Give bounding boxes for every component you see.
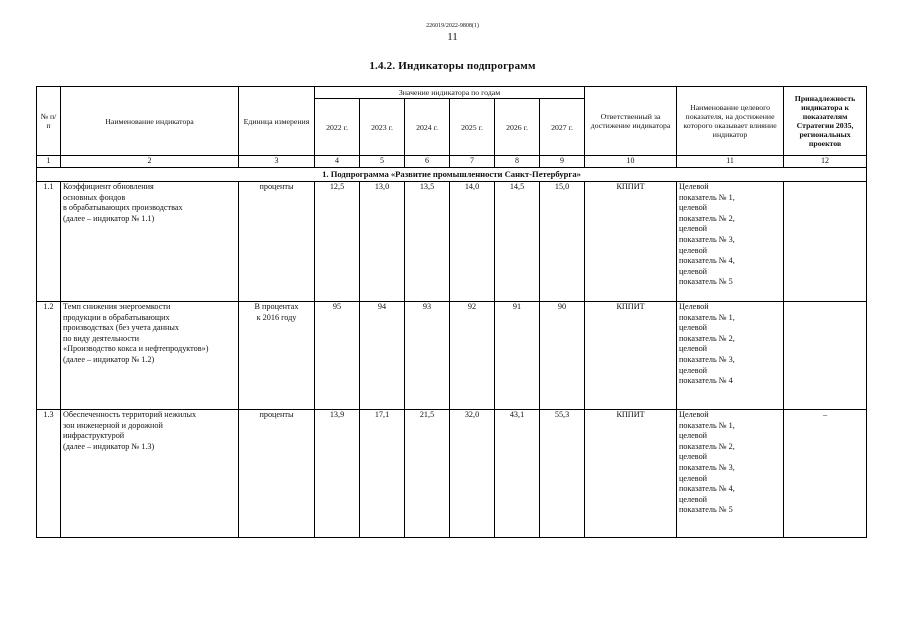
section-title: 1. Подпрограмма «Развитие промышленности Санкт-Петербурга» <box>37 168 867 182</box>
row-target-line: целевой <box>679 266 708 276</box>
row-target-line: показатель № 2, <box>679 333 735 343</box>
header-year: 2025 г. <box>450 99 495 156</box>
row-name-line: по виду деятельности <box>63 333 139 343</box>
row-target-line: показатель № 4, <box>679 256 735 266</box>
column-number-row <box>37 156 867 168</box>
row-num: 1.2 <box>37 302 61 410</box>
page-title: 1.4.2. Индикаторы подпрограмм <box>369 60 536 72</box>
row-name <box>61 410 239 538</box>
table-row <box>37 302 867 410</box>
row-target-line: целевой <box>679 203 708 213</box>
row-belonging <box>784 302 867 410</box>
row-target <box>677 182 784 302</box>
header-name: Наименование индикатора <box>61 87 239 156</box>
row-name-line: Обеспеченность территорий нежилых <box>63 410 197 419</box>
row-target-line: целевой <box>679 323 708 333</box>
row-name-line: инфраструктурой <box>63 431 125 441</box>
header-num: № п/п <box>37 87 61 156</box>
table-row <box>37 410 867 538</box>
row-target-line: целевой <box>679 452 708 462</box>
row-target-line: показатель № 1, <box>679 420 735 430</box>
row-target-line: целевой <box>679 365 708 375</box>
row-belonging <box>784 182 867 302</box>
row-value: 32,0 <box>450 410 495 538</box>
row-target-line: целевой <box>679 344 708 354</box>
page-number: 11 <box>447 31 458 43</box>
header-unit: Единица измерения <box>239 87 315 156</box>
column-number: 8 <box>495 156 540 168</box>
row-target-line: Целевой <box>679 410 709 419</box>
row-name-line: (далее – индикатор № 1.2) <box>63 354 155 364</box>
header-belonging-text: Принадлежность индикатора к показателям Стратегии 2035, региональных <box>794 94 856 139</box>
row-value: 14,0 <box>450 182 495 302</box>
row-value: 13,5 <box>405 182 450 302</box>
row-target-line: показатель № 3, <box>679 462 735 472</box>
row-value: 21,5 <box>405 410 450 538</box>
row-name-line: основных фондов <box>63 192 126 202</box>
row-unit <box>239 410 315 538</box>
header-year: 2026 г. <box>495 99 540 156</box>
column-number: 11 <box>677 156 784 168</box>
row-responsible: КППИТ <box>585 182 677 302</box>
column-number: 12 <box>784 156 867 168</box>
row-responsible: КППИТ <box>585 410 677 538</box>
row-target-line: показатель № 2, <box>679 213 735 223</box>
column-number: 7 <box>450 156 495 168</box>
row-unit-line: В процентах <box>254 302 299 311</box>
row-value: 15,0 <box>540 182 585 302</box>
row-responsible: КППИТ <box>585 302 677 410</box>
row-value: 13,9 <box>315 410 360 538</box>
row-name-line: (далее – индикатор № 1.3) <box>63 441 155 451</box>
row-target-line: целевой <box>679 431 708 441</box>
row-value: 43,1 <box>495 410 540 538</box>
row-value: 55,3 <box>540 410 585 538</box>
column-number: 2 <box>61 156 239 168</box>
table-row <box>37 182 867 302</box>
row-unit-line: проценты <box>259 182 294 191</box>
row-target-line: показатель № 1, <box>679 192 735 202</box>
row-value: 95 <box>315 302 360 410</box>
row-name-line: Коэффициент обновления <box>63 182 154 191</box>
header-belonging-projects: проектов <box>808 139 842 148</box>
row-name-line: зон инженерной и дорожной <box>63 420 163 430</box>
row-name-line: «Производство кокса и нефтепродуктов») <box>63 344 209 354</box>
column-number: 3 <box>239 156 315 168</box>
column-number: 9 <box>540 156 585 168</box>
row-name-line: продукции в обрабатывающих <box>63 312 170 322</box>
row-name-line: в обрабатывающих производствах <box>63 203 183 213</box>
column-number: 4 <box>315 156 360 168</box>
row-value: 13,0 <box>360 182 405 302</box>
row-value: 93 <box>405 302 450 410</box>
row-value: 90 <box>540 302 585 410</box>
row-target <box>677 302 784 410</box>
row-target-line: Целевой <box>679 182 709 191</box>
document-number: 226019/2022-9808(1) <box>426 23 479 29</box>
row-unit <box>239 182 315 302</box>
indicators-table <box>36 86 867 538</box>
row-name <box>61 182 239 302</box>
header-target: Наименование целевого показателя, на достижение которого оказывает влияние индикатор <box>677 87 784 156</box>
row-target-line: Целевой <box>679 302 709 311</box>
row-name <box>61 302 239 410</box>
row-target-line: показатель № 5 <box>679 277 733 287</box>
header-responsible: Ответственный за достижение индикатора <box>585 87 677 156</box>
row-target-line: целевой <box>679 473 708 483</box>
row-value: 17,1 <box>360 410 405 538</box>
row-name-line: (далее – индикатор № 1.1) <box>63 213 155 223</box>
row-value: 12,5 <box>315 182 360 302</box>
row-unit-line: к 2016 году <box>256 312 297 322</box>
row-value: 92 <box>450 302 495 410</box>
row-target-line: показатель № 1, <box>679 312 735 322</box>
column-number: 1 <box>37 156 61 168</box>
row-name-line: Темп снижения энергоемкости <box>63 302 171 311</box>
row-num: 1.1 <box>37 182 61 302</box>
section-row <box>37 168 867 182</box>
row-target-line: показатель № 3, <box>679 354 735 364</box>
header-year: 2022 г. <box>315 99 360 156</box>
row-target-line: показатель № 4 <box>679 376 733 386</box>
header-year: 2027 г. <box>540 99 585 156</box>
row-target-line: показатель № 4, <box>679 484 735 494</box>
row-unit-line: проценты <box>259 410 294 419</box>
row-belonging: – <box>784 410 867 538</box>
header-belonging <box>784 87 867 156</box>
row-target-line: показатель № 3, <box>679 234 735 244</box>
row-name-line: производствах (без учета данных <box>63 323 179 333</box>
row-target-line: показатель № 2, <box>679 441 735 451</box>
row-unit <box>239 302 315 410</box>
column-number: 10 <box>585 156 677 168</box>
row-value: 14,5 <box>495 182 540 302</box>
row-num: 1.3 <box>37 410 61 538</box>
column-number: 5 <box>360 156 405 168</box>
column-number: 6 <box>405 156 450 168</box>
row-target-line: целевой <box>679 224 708 234</box>
row-value: 91 <box>495 302 540 410</box>
row-value: 94 <box>360 302 405 410</box>
row-target <box>677 410 784 538</box>
row-target-line: целевой <box>679 494 708 504</box>
row-target-line: целевой <box>679 245 708 255</box>
header-year: 2024 г. <box>405 99 450 156</box>
row-target-line: показатель № 5 <box>679 505 733 515</box>
header-values-group: Значение индикатора по годам <box>315 87 585 99</box>
header-year: 2023 г. <box>360 99 405 156</box>
